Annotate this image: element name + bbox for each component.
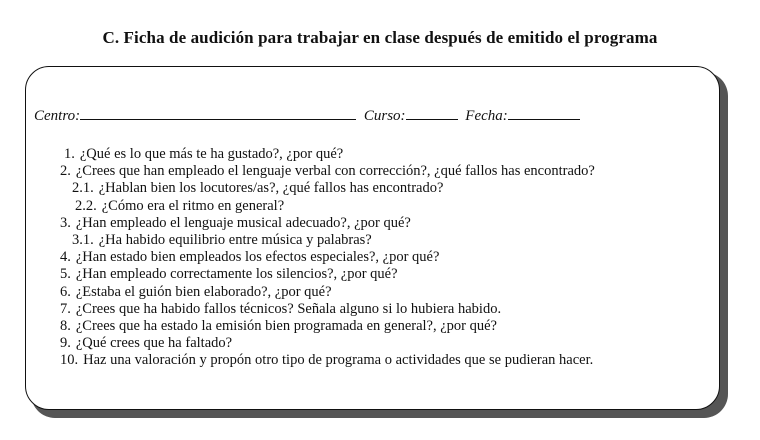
question-text: ¿Han empleado correctamente los silencios?, ¿por qué? — [75, 266, 398, 283]
form-fields — [34, 105, 584, 125]
question-text: ¿Crees que han empleado el lenguaje verbal con corrección?, ¿qué fallos has encontrado? — [75, 163, 595, 180]
centro-label: Centro: — [34, 108, 81, 124]
question-number: 10. — [60, 352, 79, 369]
question-item — [26, 301, 595, 318]
question-item — [26, 318, 595, 335]
question-number: 2.2. — [75, 197, 97, 214]
question-number: 2.1. — [72, 180, 94, 197]
question-item — [26, 284, 595, 301]
question-text: ¿Qué crees que ha faltado? — [75, 335, 233, 352]
question-item — [26, 215, 595, 232]
question-item — [26, 146, 595, 163]
question-item — [26, 198, 595, 215]
question-text: ¿Han estado bien empleados los efectos especiales?, ¿por qué? — [75, 249, 440, 266]
centro-field[interactable] — [80, 105, 356, 120]
question-item — [26, 232, 595, 249]
question-number: 5. — [60, 266, 71, 283]
question-item — [26, 266, 595, 283]
question-text: ¿Crees que ha estado la emisión bien programada en general?, ¿por qué? — [75, 318, 497, 335]
question-text: ¿Ha habido equilibrio entre música y palabras? — [98, 232, 372, 249]
question-text: ¿Cómo era el ritmo en general? — [101, 197, 285, 214]
curso-label: Curso: — [363, 108, 406, 124]
question-text: ¿Hablan bien los locutores/as?, ¿qué fallos has encontrado? — [98, 180, 444, 197]
question-item — [26, 163, 595, 180]
question-text: ¿Han empleado el lenguaje musical adecuado?, ¿por qué? — [75, 214, 411, 231]
question-number: 6. — [60, 283, 71, 300]
question-number: 3.1. — [72, 232, 94, 249]
questions-list — [26, 146, 595, 370]
question-number: 9. — [60, 335, 71, 352]
question-item — [26, 335, 595, 352]
question-item — [26, 249, 595, 266]
question-number: 7. — [60, 300, 71, 317]
question-text: ¿Qué es lo que más te ha gustado?, ¿por qué? — [79, 146, 344, 162]
question-number: 3. — [60, 214, 71, 231]
question-text: ¿Estaba el guión bien elaborado?, ¿por qué? — [75, 283, 332, 300]
question-number: 2. — [60, 163, 71, 180]
listening-card — [25, 66, 720, 410]
question-number: 4. — [60, 249, 71, 266]
question-item — [26, 352, 595, 369]
page-heading: C. Ficha de audición para trabajar en clase después de emitido el programa — [102, 28, 658, 47]
fecha-label: Fecha: — [465, 108, 508, 124]
question-text: Haz una valoración y propón otro tipo de programa o actividades que se pudieran hacer. — [83, 352, 594, 369]
fecha-field[interactable] — [508, 105, 580, 120]
curso-field[interactable] — [406, 105, 458, 120]
question-item — [26, 180, 595, 197]
question-number: 8. — [60, 318, 71, 335]
question-text: ¿Crees que ha habido fallos técnicos? Señala alguno si lo hubiera habido. — [75, 300, 502, 317]
question-number: 1. — [64, 146, 75, 162]
